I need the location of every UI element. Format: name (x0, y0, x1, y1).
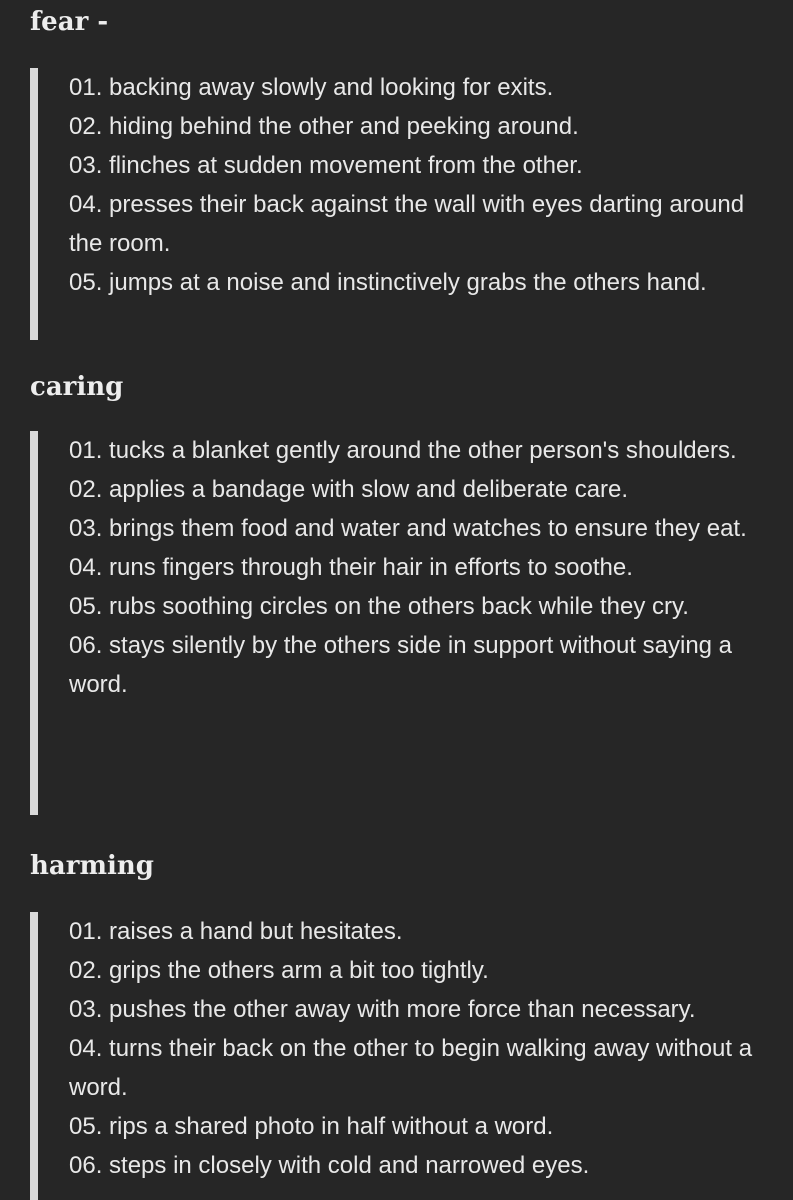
harming-list (69, 912, 784, 1185)
section-heading-fear: fear - (30, 7, 109, 37)
list-item: 01. tucks a blanket gently around the other person's shoulders. (69, 437, 737, 464)
list-item: 02. applies a bandage with slow and deliberate care. (69, 476, 629, 503)
list-item: 05. jumps at a noise and instinctively grabs the others hand. (69, 269, 707, 296)
list-item: 04. presses their back against the wall with eyes darting around the room. (69, 191, 745, 257)
section-heading-harming: harming (30, 851, 154, 881)
list-item: 06. steps in closely with cold and narrowed eyes. (69, 1152, 590, 1179)
list-item: 04. runs fingers through their hair in efforts to soothe. (69, 554, 633, 581)
list-item: 01. backing away slowly and looking for exits. (69, 74, 554, 101)
list-item: 01. raises a hand but hesitates. (69, 918, 403, 945)
quote-bar (30, 431, 38, 815)
list-item: 03. brings them food and water and watches to ensure they eat. (69, 515, 747, 542)
section-heading-caring: caring (30, 372, 124, 402)
list-item: 06. stays silently by the others side in support without saying a word. (69, 632, 733, 698)
quote-bar (30, 912, 38, 1200)
list-item: 03. flinches at sudden movement from the other. (69, 152, 583, 179)
fear-list (69, 68, 784, 302)
list-item: 05. rubs soothing circles on the others back while they cry. (69, 593, 689, 620)
list-item: 02. hiding behind the other and peeking around. (69, 113, 579, 140)
list-item: 04. turns their back on the other to begin walking away without a word. (69, 1035, 753, 1101)
list-item: 05. rips a shared photo in half without a word. (69, 1113, 554, 1140)
list-item: 03. pushes the other away with more force than necessary. (69, 996, 696, 1023)
caring-list (69, 431, 784, 704)
list-item: 02. grips the others arm a bit too tightly. (69, 957, 489, 984)
quote-bar (30, 68, 38, 340)
